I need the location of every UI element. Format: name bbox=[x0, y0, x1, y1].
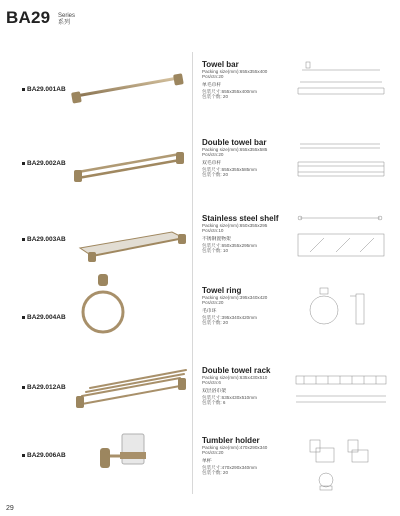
packing-size: Packing size(mm):650x355x295 bbox=[202, 223, 268, 228]
product-name-cn: 单毛巾杆 bbox=[202, 82, 222, 88]
product-info bbox=[202, 286, 292, 326]
pcs-per-carton: Pcs/ctn:20 bbox=[202, 450, 224, 456]
pcs-per-carton-cn: 包装个数: 6 bbox=[202, 400, 226, 406]
packing-size: Packing size(mm):655x355x400 bbox=[202, 69, 268, 74]
pcs-per-carton-cn: 包装个数: 20 bbox=[202, 94, 229, 100]
product-name: Tumbler holder bbox=[202, 436, 260, 445]
packing-size: Packing size(mm):470x290x340 bbox=[202, 445, 268, 450]
product-name-cn: 不锈钢置物架 bbox=[202, 236, 231, 242]
product-info bbox=[202, 60, 292, 100]
series-label: Series 系列 bbox=[58, 13, 76, 26]
packing-size-cn: 包装尺寸:395x340x420mm bbox=[202, 314, 257, 320]
product-name: Double towel rack bbox=[202, 366, 271, 375]
tumbler-holder-drawing bbox=[290, 434, 390, 496]
product-code: BA29.004AB bbox=[22, 314, 66, 321]
towel-rack-drawing bbox=[290, 364, 390, 418]
pcs-per-carton-cn: 包装个数: 20 bbox=[202, 172, 229, 178]
packing-size: Packing size(mm):635x430x510 bbox=[202, 375, 268, 380]
product-info bbox=[202, 138, 292, 178]
double-towel-bar-photo bbox=[60, 142, 188, 186]
towel-ring-drawing bbox=[290, 282, 390, 342]
product-info bbox=[202, 436, 292, 476]
tumbler-holder-photo bbox=[60, 430, 188, 482]
page-number: 29 bbox=[6, 505, 14, 512]
pcs-per-carton: Pcs/ctn:20 bbox=[202, 300, 224, 306]
pcs-per-carton: Pcs/ctn:10 bbox=[202, 228, 224, 234]
packing-size-cn: 包装尺寸:635x430x510mm bbox=[202, 394, 257, 400]
packing-size-cn: 包装尺寸:650x355x295mm bbox=[202, 242, 257, 248]
packing-size-cn: 包装尺寸:655x355x585mm bbox=[202, 166, 257, 172]
product-code: BA29.006AB bbox=[22, 452, 66, 459]
product-code: BA29.012AB bbox=[22, 384, 66, 391]
pcs-per-carton-cn: 包装个数: 20 bbox=[202, 470, 229, 476]
series-code: BA29 bbox=[6, 8, 51, 27]
packing-size: Packing size(mm):655x355x585 bbox=[202, 147, 268, 152]
towel-rack-photo bbox=[60, 366, 188, 412]
product-code: BA29.002AB bbox=[22, 160, 66, 167]
towel-bar-photo bbox=[60, 70, 188, 110]
shelf-drawing bbox=[290, 212, 390, 268]
towel-bar-drawing bbox=[290, 58, 390, 108]
packing-size-cn: 包装尺寸:655x355x400mm bbox=[202, 88, 257, 94]
packing-size-cn: 包装尺寸:470x290x340mm bbox=[202, 464, 257, 470]
product-name: Stainless steel shelf bbox=[202, 214, 279, 223]
towel-ring-photo bbox=[60, 272, 188, 342]
column-divider bbox=[192, 52, 193, 494]
product-info bbox=[202, 366, 292, 406]
packing-size: Packing size(mm):395x340x420 bbox=[202, 295, 268, 300]
product-name: Double towel bar bbox=[202, 138, 267, 147]
product-code: BA29.003AB bbox=[22, 236, 66, 243]
product-info bbox=[202, 214, 292, 254]
pcs-per-carton-cn: 包装个数: 10 bbox=[202, 248, 229, 254]
product-name: Towel ring bbox=[202, 286, 242, 295]
product-name-cn: 单杯 bbox=[202, 458, 212, 464]
product-name-cn: 毛巾环 bbox=[202, 308, 217, 314]
pcs-per-carton: Pcs/ctn:20 bbox=[202, 74, 224, 80]
product-code: BA29.001AB bbox=[22, 86, 66, 93]
product-name-cn: 双毛巾杆 bbox=[202, 160, 222, 166]
pcs-per-carton-cn: 包装个数: 20 bbox=[202, 320, 229, 326]
double-towel-bar-drawing bbox=[290, 136, 390, 188]
product-name: Towel bar bbox=[202, 60, 239, 69]
product-name-cn: 双层浴巾架 bbox=[202, 388, 226, 394]
pcs-per-carton: Pcs/ctn:6 bbox=[202, 380, 221, 386]
shelf-photo bbox=[60, 218, 188, 266]
pcs-per-carton: Pcs/ctn:20 bbox=[202, 152, 224, 158]
series-header bbox=[6, 8, 76, 28]
